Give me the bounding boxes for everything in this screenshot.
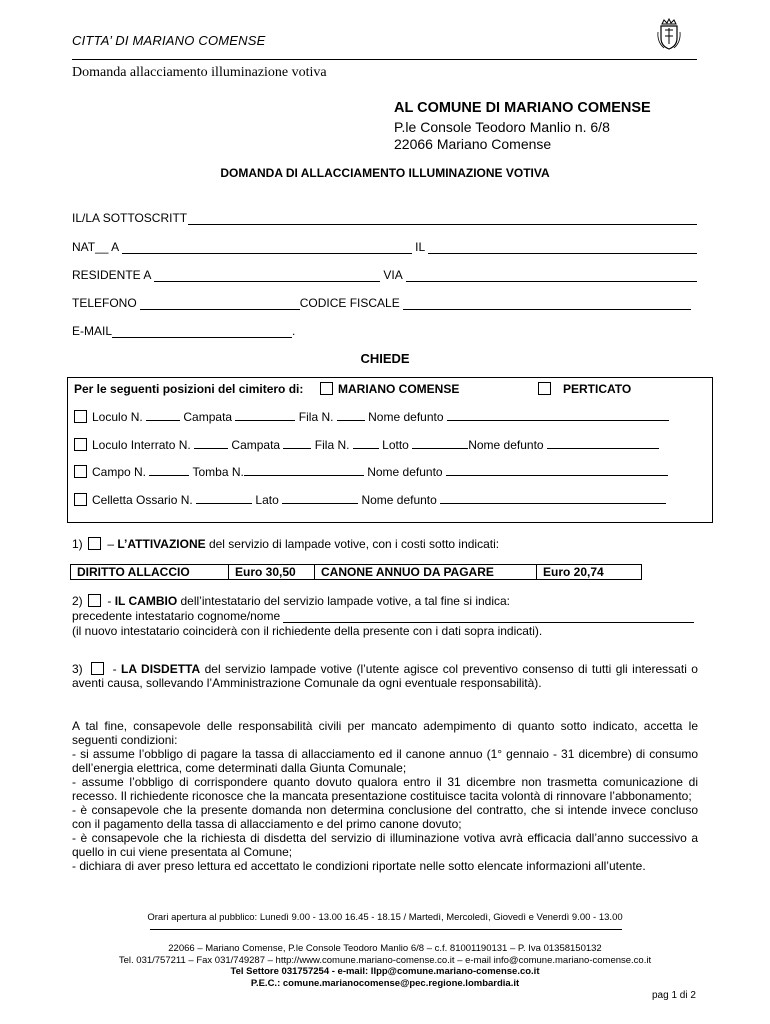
input-email[interactable] (112, 327, 292, 338)
town-name: CITTA’ DI MARIANO COMENSE (72, 33, 266, 48)
positions-intro: Per le seguenti posizioni del cimitero di: (74, 382, 304, 396)
fee-value-canone-annuo: Euro 20,74 (543, 565, 604, 579)
input-loculo-n[interactable] (146, 411, 180, 421)
label-loculo-fila: Fila N. (298, 410, 334, 424)
input-via[interactable] (406, 271, 697, 282)
recipient-address-line1: P.le Console Teodoro Manlio n. 6/8 (394, 119, 610, 135)
label-celletta-n: Celletta Ossario N. (92, 493, 193, 507)
label-loculo-campata: Campata (183, 410, 233, 424)
label-campo-n: Campo N. (92, 465, 147, 479)
option3-number: 3) (72, 662, 83, 676)
document-subtitle: Domanda allacciamento illuminazione votiva (72, 65, 327, 80)
label-campo-defunto: Nome defunto (367, 465, 443, 479)
label-mariano-comense: MARIANO COMENSE (338, 382, 460, 396)
condition-item: - è consapevole che la presente domanda non determina conclusione del contratto, che si intende invece concluso con il pagamento della tassa di allacciamento e del primo canone dovuto; (72, 803, 698, 831)
input-precedente-intestatario[interactable] (283, 612, 694, 623)
input-sottoscritto[interactable] (188, 214, 697, 225)
option2-text: dell’intestatario del servizio lampade votive, a tal fine si indica: (180, 594, 511, 608)
opening-hours: Orari apertura al pubblico: Lunedì 9.00 - 13.00 16.45 - 18.15 / Martedì, Mercoledì, Giovedì e Venerdì 9.00 - 13.00 (147, 912, 623, 923)
checkbox-disdetta[interactable] (91, 662, 104, 675)
position-row-loculo (74, 410, 669, 424)
conditions-intro: A tal fine, consapevole delle responsabilità civili per mancato adempimento di quanto sotto indicato, accetta le seguenti condizioni: (72, 719, 698, 747)
input-campo-n[interactable] (149, 466, 189, 476)
option3-title: LA DISDETTA (121, 662, 201, 676)
input-telefono[interactable] (140, 299, 300, 310)
label-loculo-n: Loculo N. (92, 410, 143, 424)
label-via: VIA (383, 268, 403, 282)
field-row-email (72, 324, 312, 338)
position-row-campo (74, 465, 668, 479)
label-interrato-campata: Campata (231, 438, 281, 452)
label-loculo-defunto: Nome defunto (368, 410, 444, 424)
fees-table (70, 564, 642, 580)
footer-settore: Tel Settore 031757254 - e-mail: llpp@comune.mariano-comense.co.it (230, 966, 540, 977)
input-data-nascita[interactable] (428, 243, 697, 254)
label-perticato: PERTICATO (563, 382, 632, 396)
option2-number: 2) (72, 594, 83, 608)
option-attivazione (72, 537, 499, 551)
label-precedente-intestatario: precedente intestatario cognome/nome (72, 609, 281, 623)
condition-item: - si assume l’obbligo di pagare la tassa di allacciamento ed il canone annuo (1° gennaio - 31 dicembre) di consumo dell’energia elettrica, come determinati dalla Giunta Comunale; (72, 747, 698, 775)
option-mariano-comense (320, 382, 459, 396)
label-email: E-MAIL (72, 324, 113, 338)
recipient-title: AL COMUNE DI MARIANO COMENSE (394, 100, 651, 116)
label-interrato-defunto: Nome defunto (468, 438, 544, 452)
condition-item: - assume l’obbligo di corrispondere quanto dovuto qualora entro il 31 dicembre non trasmetta comunicazione di recesso. Il richiedente riconosce che la mancata presentazione costituisce tacita volontà di rinnovare l’abbonamento; (72, 775, 698, 803)
option2-note: (il nuovo intestatario coinciderà con il richiedente della presente con i dati sopra indicati). (72, 624, 543, 638)
checkbox-campo[interactable] (74, 465, 87, 478)
option1-text: del servizio di lampade votive, con i costi sotto indicati: (208, 537, 500, 551)
input-celletta-lato[interactable] (282, 494, 358, 504)
label-interrato-n: Loculo Interrato N. (92, 438, 191, 452)
input-loculo-fila[interactable] (337, 411, 365, 421)
option3-text: del servizio lampade votive (l’utente agisce col preventivo consenso di tutti gli interessati o aventi causa, sollevando l’Amministrazione Comunale da ogni eventuale responsabilità). (72, 662, 698, 690)
input-celletta-n[interactable] (196, 494, 252, 504)
input-interrato-fila[interactable] (353, 439, 379, 449)
label-celletta-lato: Lato (255, 493, 279, 507)
field-row-contatti (72, 296, 697, 310)
option-disdetta (72, 662, 698, 690)
label-interrato-lotto: Lotto (382, 438, 409, 452)
label-nato-a: NAT__ A (72, 240, 120, 254)
input-interrato-n[interactable] (194, 439, 228, 449)
label-telefono: TELEFONO (72, 296, 137, 310)
input-loculo-campata[interactable] (235, 411, 295, 421)
section-title-chiede: CHIEDE (360, 351, 410, 366)
condition-item: - dichiara di aver preso lettura ed accettato le condizioni riportate nelle sotto elencate informazioni all’utente. (72, 859, 646, 873)
document-title: DOMANDA DI ALLACCIAMENTO ILLUMINAZIONE VOTIVA (220, 166, 550, 180)
checkbox-attivazione[interactable] (88, 537, 101, 550)
checkbox-mariano-comense[interactable] (320, 382, 333, 395)
option-cambio (72, 594, 510, 608)
checkbox-cambio[interactable] (88, 594, 101, 607)
input-luogo-nascita[interactable] (122, 243, 412, 254)
label-il: IL (415, 240, 426, 254)
page-number: pag 1 di 2 (652, 990, 696, 1001)
positions-header (74, 382, 303, 396)
option1-title: L’ATTIVAZIONE (117, 537, 206, 551)
input-interrato-defunto[interactable] (547, 439, 659, 449)
position-row-celletta (74, 493, 666, 507)
input-residente[interactable] (154, 271, 380, 282)
input-interrato-campata[interactable] (283, 439, 311, 449)
checkbox-celletta[interactable] (74, 493, 87, 506)
label-sottoscritto: IL/LA SOTTOSCRITT (72, 211, 188, 225)
input-codice-fiscale[interactable] (403, 299, 691, 310)
input-campo-defunto[interactable] (446, 466, 668, 476)
condition-item: - è consapevole che la richiesta di disdetta del servizio di illuminazione votiva avrà efficacia dall’anno successivo a quello in cui viene presentata al Comune; (72, 831, 698, 859)
recipient-address-line2: 22066 Mariano Comense (394, 136, 552, 152)
option3-dash: - (112, 662, 117, 676)
footer-divider (150, 929, 622, 930)
label-interrato-fila: Fila N. (314, 438, 350, 452)
conditions-block (72, 719, 698, 873)
coat-of-arms-icon (656, 18, 682, 52)
field-row-sottoscritto (72, 211, 697, 225)
position-row-interrato (74, 438, 659, 452)
field-row-precedente-intestatario (72, 609, 697, 623)
checkbox-loculo-interrato[interactable] (74, 438, 87, 451)
input-loculo-defunto[interactable] (447, 411, 669, 421)
option1-number: 1) (72, 537, 83, 551)
input-celletta-defunto[interactable] (440, 494, 666, 504)
fee-value-diritto-allaccio: Euro 30,50 (229, 565, 315, 579)
checkbox-loculo[interactable] (74, 410, 87, 423)
option2-title: IL CAMBIO (114, 594, 178, 608)
field-row-residenza (72, 268, 697, 282)
footer-contacts: Tel. 031/757211 – Fax 031/749287 – http://www.comune.mariano-comense.co.it – e-mail info@comune.mariano-comense.co.it (118, 955, 652, 966)
fee-label-canone-annuo: CANONE ANNUO DA PAGARE (315, 565, 537, 579)
option1-dash: – (107, 537, 115, 551)
input-interrato-lotto[interactable] (412, 439, 468, 449)
label-celletta-defunto: Nome defunto (361, 493, 437, 507)
footer-address: 22066 – Mariano Comense, P.le Console Teodoro Manlio 6/8 – c.f. 81001190131 – P. Iva 01358150132 (168, 943, 602, 954)
checkbox-perticato[interactable] (538, 382, 551, 395)
input-tomba-n[interactable] (244, 466, 364, 476)
label-email-end: . (292, 324, 296, 338)
option-perticato (538, 382, 631, 396)
label-residente: RESIDENTE A (72, 268, 152, 282)
field-row-nascita (72, 240, 697, 254)
footer-pec: P.E.C.: comune.marianocomense@pec.regione.lombardia.it (250, 978, 520, 989)
label-codice-fiscale: CODICE FISCALE (299, 296, 400, 310)
header-divider (72, 59, 697, 60)
label-tomba-n: Tomba N. (192, 465, 244, 479)
fee-label-diritto-allaccio: DIRITTO ALLACCIO (71, 565, 229, 579)
option2-dash: - (107, 594, 112, 608)
